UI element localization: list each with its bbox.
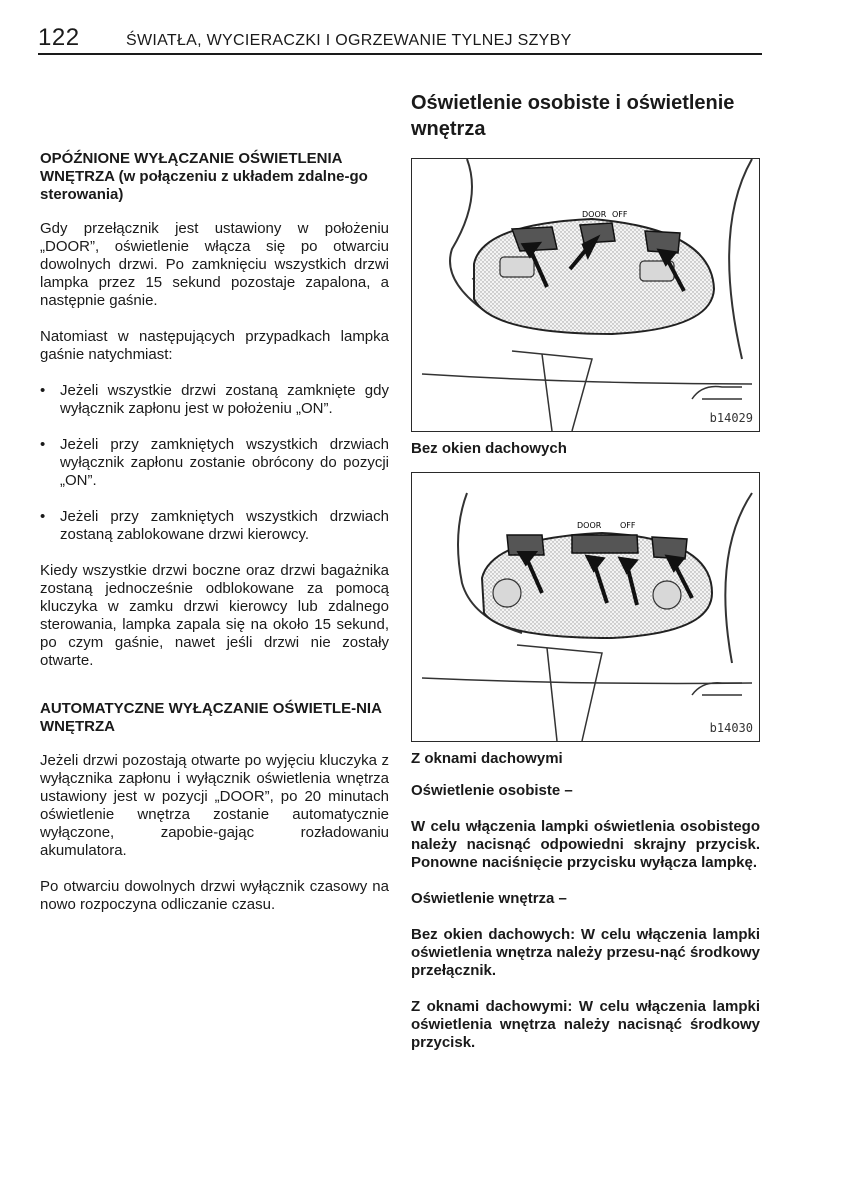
page-number: 122	[38, 24, 80, 51]
off-label: OFF	[620, 521, 636, 530]
overhead-console-illustration	[412, 473, 759, 741]
figure-code: b14029	[709, 411, 753, 425]
section-title: Oświetlenie osobiste i oświetlenie wnętrza	[411, 92, 735, 140]
bullet-item	[40, 436, 389, 490]
running-header: ŚWIATŁA, WYCIERACZKI I OGRZEWANIE TYLNEJ SZYBY	[126, 32, 572, 49]
off-label: OFF	[612, 210, 628, 219]
bullet-icon: •	[40, 436, 46, 453]
bullet-icon: •	[40, 508, 46, 525]
interior-light-title: Oświetlenie wnętrza –	[411, 890, 567, 907]
right-column	[411, 90, 760, 1070]
left-column	[40, 150, 389, 932]
header-rule	[38, 53, 762, 55]
figure-code: b14030	[709, 721, 753, 735]
door-label: DOOR	[577, 521, 602, 530]
personal-light-text: W celu włączenia lampki oświetlenia osobistego należy nacisnąć odpowiedni skrajny przycisk. Ponowne naciśnięcie przycisku wyłącza lampkę.	[411, 818, 760, 871]
figure-no-sunroof	[411, 158, 760, 432]
figure-caption: Bez okien dachowych	[411, 440, 567, 457]
door-label: DOOR	[582, 210, 607, 219]
paragraph: Natomiast w następujących przypadkach lampka gaśnie natychmiast:	[40, 328, 389, 363]
bullet-item	[40, 382, 389, 418]
bullet-list	[40, 382, 389, 544]
overhead-console-illustration	[412, 159, 759, 431]
bullet-text: Jeżeli wszystkie drzwi zostaną zamknięte gdy wyłącznik zapłonu jest w położeniu „ON”.	[60, 382, 389, 417]
bullet-icon: •	[40, 382, 46, 399]
paragraph: Jeżeli drzwi pozostają otwarte po wyjęciu kluczyka z wyłącznika zapłonu i wyłącznik oświetlenia wnętrza ustawiony jest w pozycji „DOOR”, po 20 minutach oświetlenie wnętrza zostanie automatycznie wyłączone, zapobie-gając rozładowaniu akumulatora.	[40, 752, 389, 859]
delayed-off-heading: OPÓŹNIONE WYŁĄCZANIE OŚWIETLENIA WNĘTRZA (w połączeniu z układem zdalne-go sterowania)	[40, 150, 368, 203]
auto-off-heading: AUTOMATYCZNE WYŁĄCZANIE OŚWIETLE-NIA WNĘTRZA	[40, 700, 382, 735]
paragraph: Kiedy wszystkie drzwi boczne oraz drzwi bagażnika zostaną jednocześnie odblokowane za pomocą kluczyka w zamku drzwi kierowcy lub zdalnego sterowania, lampka zapala się na około 15 sekund, po czym gaśnie, nawet jeśli drzwi nie zostały otwarte.	[40, 562, 389, 669]
personal-light-title: Oświetlenie osobiste –	[411, 782, 573, 799]
interior-light-text-no-sunroof: Bez okien dachowych: W celu włączenia lampki oświetlenia wnętrza należy przesu-nąć środkowy przełącznik.	[411, 926, 760, 979]
figure-caption: Z oknami dachowymi	[411, 750, 563, 767]
interior-light-text-sunroof: Z oknami dachowymi: W celu włączenia lampki oświetlenia wnętrza należy nacisnąć środkowy przycisk.	[411, 998, 760, 1051]
bullet-text: Jeżeli przy zamkniętych wszystkich drzwiach zostaną zablokowane drzwi kierowcy.	[60, 508, 389, 543]
paragraph: Gdy przełącznik jest ustawiony w położeniu „DOOR”, oświetlenie włącza się po otwarciu dowolnych drzwi. Po zamknięciu wszystkich drzwi lampka przez 15 sekund pozostaje zapalona, a następnie gaśnie.	[40, 220, 389, 309]
bullet-text: Jeżeli przy zamkniętych wszystkich drzwiach wyłącznik zapłonu zostanie obrócony do pozycji „ON”.	[60, 436, 389, 489]
figure-with-sunroof	[411, 472, 760, 742]
bullet-item	[40, 508, 389, 544]
paragraph: Po otwarciu dowolnych drzwi wyłącznik czasowy na nowo rozpoczyna odliczanie czasu.	[40, 878, 389, 913]
